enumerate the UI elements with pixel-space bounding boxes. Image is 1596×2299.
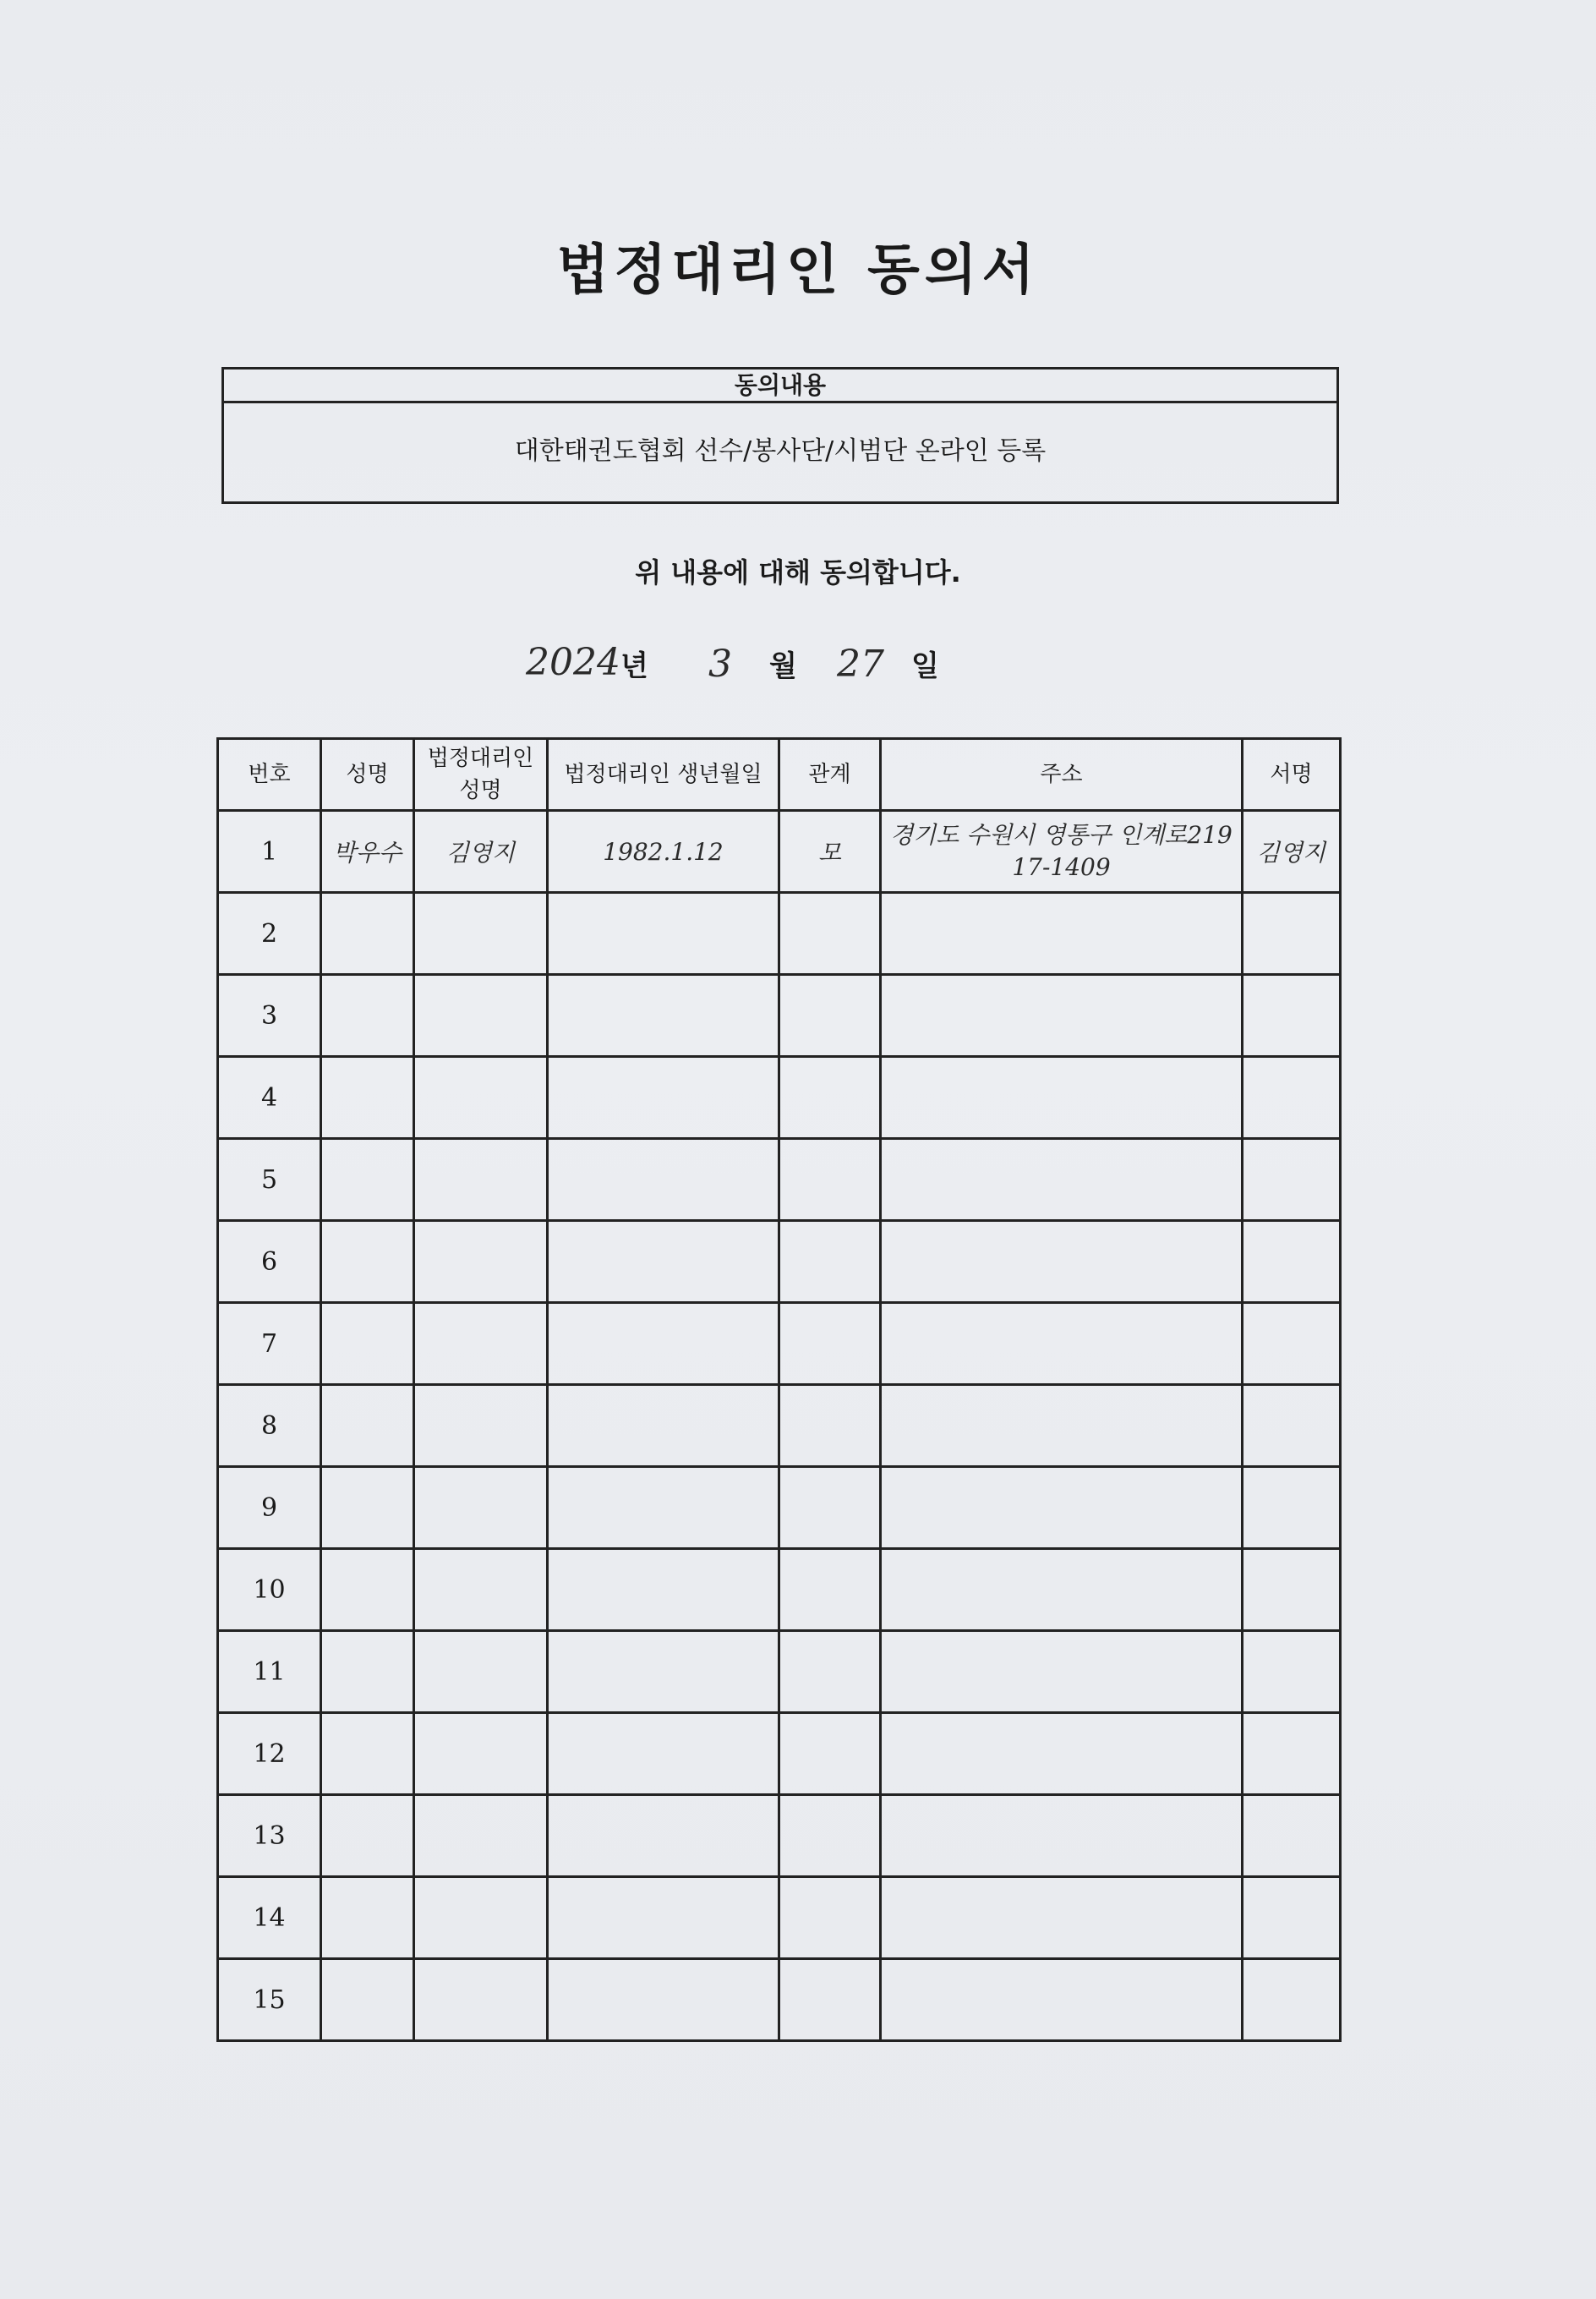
row-relation <box>779 1549 881 1631</box>
row-guardian-name <box>414 1385 548 1467</box>
row-signature <box>1243 1959 1341 2041</box>
guardian-table <box>216 737 1342 2042</box>
row-relation <box>779 1795 881 1877</box>
row-number: 1 <box>218 811 321 893</box>
row-guardian-name <box>414 893 548 975</box>
row-name <box>321 975 414 1057</box>
table-body <box>218 811 1341 2041</box>
row-name <box>321 1795 414 1877</box>
row-guardian-name <box>414 1795 548 1877</box>
row-guardian-birthdate <box>548 1467 779 1549</box>
row-number: 7 <box>218 1303 321 1385</box>
row-guardian-name <box>414 1057 548 1139</box>
row-name <box>321 1385 414 1467</box>
row-number: 10 <box>218 1549 321 1631</box>
table-row <box>218 1221 1341 1303</box>
row-signature <box>1243 1549 1341 1631</box>
row-signature <box>1243 1385 1341 1467</box>
date-year-label: 년 <box>620 649 648 683</box>
row-name <box>321 1303 414 1385</box>
row-guardian-birthdate <box>548 1631 779 1713</box>
row-signature: 김영지 <box>1243 811 1341 893</box>
row-signature <box>1243 975 1341 1057</box>
row-name <box>321 1467 414 1549</box>
document-title: 법정대리인 동의서 <box>556 239 1040 302</box>
row-name <box>321 1877 414 1959</box>
row-relation <box>779 1467 881 1549</box>
table-row <box>218 1139 1341 1221</box>
row-relation: 모 <box>779 811 881 893</box>
date-day-label: 일 <box>911 649 939 683</box>
row-guardian-birthdate <box>548 1139 779 1221</box>
row-guardian-name <box>414 1303 548 1385</box>
row-number: 11 <box>218 1631 321 1713</box>
row-guardian-birthdate <box>548 1795 779 1877</box>
row-number: 4 <box>218 1057 321 1139</box>
consent-heading: 동의내용 <box>224 369 1336 403</box>
row-number: 14 <box>218 1877 321 1959</box>
row-relation <box>779 1385 881 1467</box>
row-signature <box>1243 1139 1341 1221</box>
row-address <box>881 1795 1243 1877</box>
row-number: 13 <box>218 1795 321 1877</box>
row-number: 9 <box>218 1467 321 1549</box>
row-guardian-name <box>414 1959 548 2041</box>
row-guardian-name <box>414 1549 548 1631</box>
row-guardian-name <box>414 1221 548 1303</box>
table-row <box>218 1877 1341 1959</box>
row-relation <box>779 975 881 1057</box>
row-relation <box>779 1057 881 1139</box>
row-guardian-birthdate <box>548 1959 779 2041</box>
table-header-row <box>218 739 1341 811</box>
row-address <box>881 1139 1243 1221</box>
row-name <box>321 893 414 975</box>
header-name: 성명 <box>321 739 414 811</box>
row-signature <box>1243 1057 1341 1139</box>
table-row <box>218 1795 1341 1877</box>
row-address <box>881 1549 1243 1631</box>
table-row <box>218 811 1341 893</box>
consent-box <box>221 367 1339 504</box>
row-relation <box>779 1877 881 1959</box>
row-number: 3 <box>218 975 321 1057</box>
row-guardian-birthdate <box>548 1057 779 1139</box>
table-row <box>218 1959 1341 2041</box>
row-name <box>321 1549 414 1631</box>
date-day-value: 27 <box>837 643 884 686</box>
row-number: 15 <box>218 1959 321 2041</box>
row-guardian-name <box>414 1713 548 1795</box>
row-signature <box>1243 1631 1341 1713</box>
row-signature <box>1243 1795 1341 1877</box>
table-row <box>218 1713 1341 1795</box>
row-guardian-birthdate <box>548 975 779 1057</box>
consent-content: 대한태권도협회 선수/봉사단/시범단 온라인 등록 <box>514 436 1047 466</box>
header-guardian-name: 법정대리인 성명 <box>414 739 548 811</box>
row-signature <box>1243 893 1341 975</box>
row-number: 8 <box>218 1385 321 1467</box>
row-guardian-birthdate: 1982.1.12 <box>548 811 779 893</box>
header-signature: 서명 <box>1243 739 1341 811</box>
row-name <box>321 1057 414 1139</box>
row-guardian-birthdate <box>548 893 779 975</box>
row-address <box>881 1057 1243 1139</box>
row-address <box>881 1959 1243 2041</box>
row-address <box>881 975 1243 1057</box>
table-row <box>218 1385 1341 1467</box>
row-number: 5 <box>218 1139 321 1221</box>
row-signature <box>1243 1221 1341 1303</box>
date-month-label: 월 <box>769 649 797 683</box>
row-signature <box>1243 1713 1341 1795</box>
row-relation <box>779 1631 881 1713</box>
row-name <box>321 1713 414 1795</box>
date-month-value: 3 <box>708 643 732 686</box>
row-signature <box>1243 1303 1341 1385</box>
row-guardian-name <box>414 1877 548 1959</box>
row-address <box>881 1385 1243 1467</box>
row-guardian-name <box>414 1139 548 1221</box>
row-number: 2 <box>218 893 321 975</box>
row-address <box>881 1631 1243 1713</box>
date-year-value: 2024 <box>526 641 620 684</box>
row-guardian-birthdate <box>548 1713 779 1795</box>
row-guardian-birthdate <box>548 1221 779 1303</box>
row-address <box>881 1877 1243 1959</box>
row-address <box>881 893 1243 975</box>
row-relation <box>779 1303 881 1385</box>
row-relation <box>779 1221 881 1303</box>
table-row <box>218 1549 1341 1631</box>
row-name <box>321 1221 414 1303</box>
row-guardian-birthdate <box>548 1303 779 1385</box>
row-name <box>321 1139 414 1221</box>
row-address <box>881 1467 1243 1549</box>
table-row <box>218 893 1341 975</box>
agreement-text: 위 내용에 대해 동의합니다. <box>635 556 961 588</box>
row-guardian-birthdate <box>548 1385 779 1467</box>
row-name: 박우수 <box>321 811 414 893</box>
table-row <box>218 1631 1341 1713</box>
row-relation <box>779 1713 881 1795</box>
row-relation <box>779 1139 881 1221</box>
header-address: 주소 <box>881 739 1243 811</box>
table-row <box>218 1057 1341 1139</box>
row-address: 경기도 수원시 영통구 인계로219 17-1409 <box>881 811 1243 893</box>
row-signature <box>1243 1467 1341 1549</box>
row-address <box>881 1221 1243 1303</box>
header-relation: 관계 <box>779 739 881 811</box>
header-number: 번호 <box>218 739 321 811</box>
row-name <box>321 1631 414 1713</box>
row-guardian-birthdate <box>548 1877 779 1959</box>
row-number: 12 <box>218 1713 321 1795</box>
table-row <box>218 1303 1341 1385</box>
row-guardian-name <box>414 975 548 1057</box>
row-address <box>881 1713 1243 1795</box>
header-guardian-birthdate: 법정대리인 생년월일 <box>548 739 779 811</box>
row-guardian-name <box>414 1467 548 1549</box>
row-guardian-birthdate <box>548 1549 779 1631</box>
row-name <box>321 1959 414 2041</box>
row-relation <box>779 1959 881 2041</box>
row-number: 6 <box>218 1221 321 1303</box>
date-line <box>516 636 1107 695</box>
row-guardian-name <box>414 1631 548 1713</box>
table-row <box>218 1467 1341 1549</box>
row-relation <box>779 893 881 975</box>
row-signature <box>1243 1877 1341 1959</box>
row-address <box>881 1303 1243 1385</box>
table-row <box>218 975 1341 1057</box>
row-guardian-name: 김영지 <box>414 811 548 893</box>
